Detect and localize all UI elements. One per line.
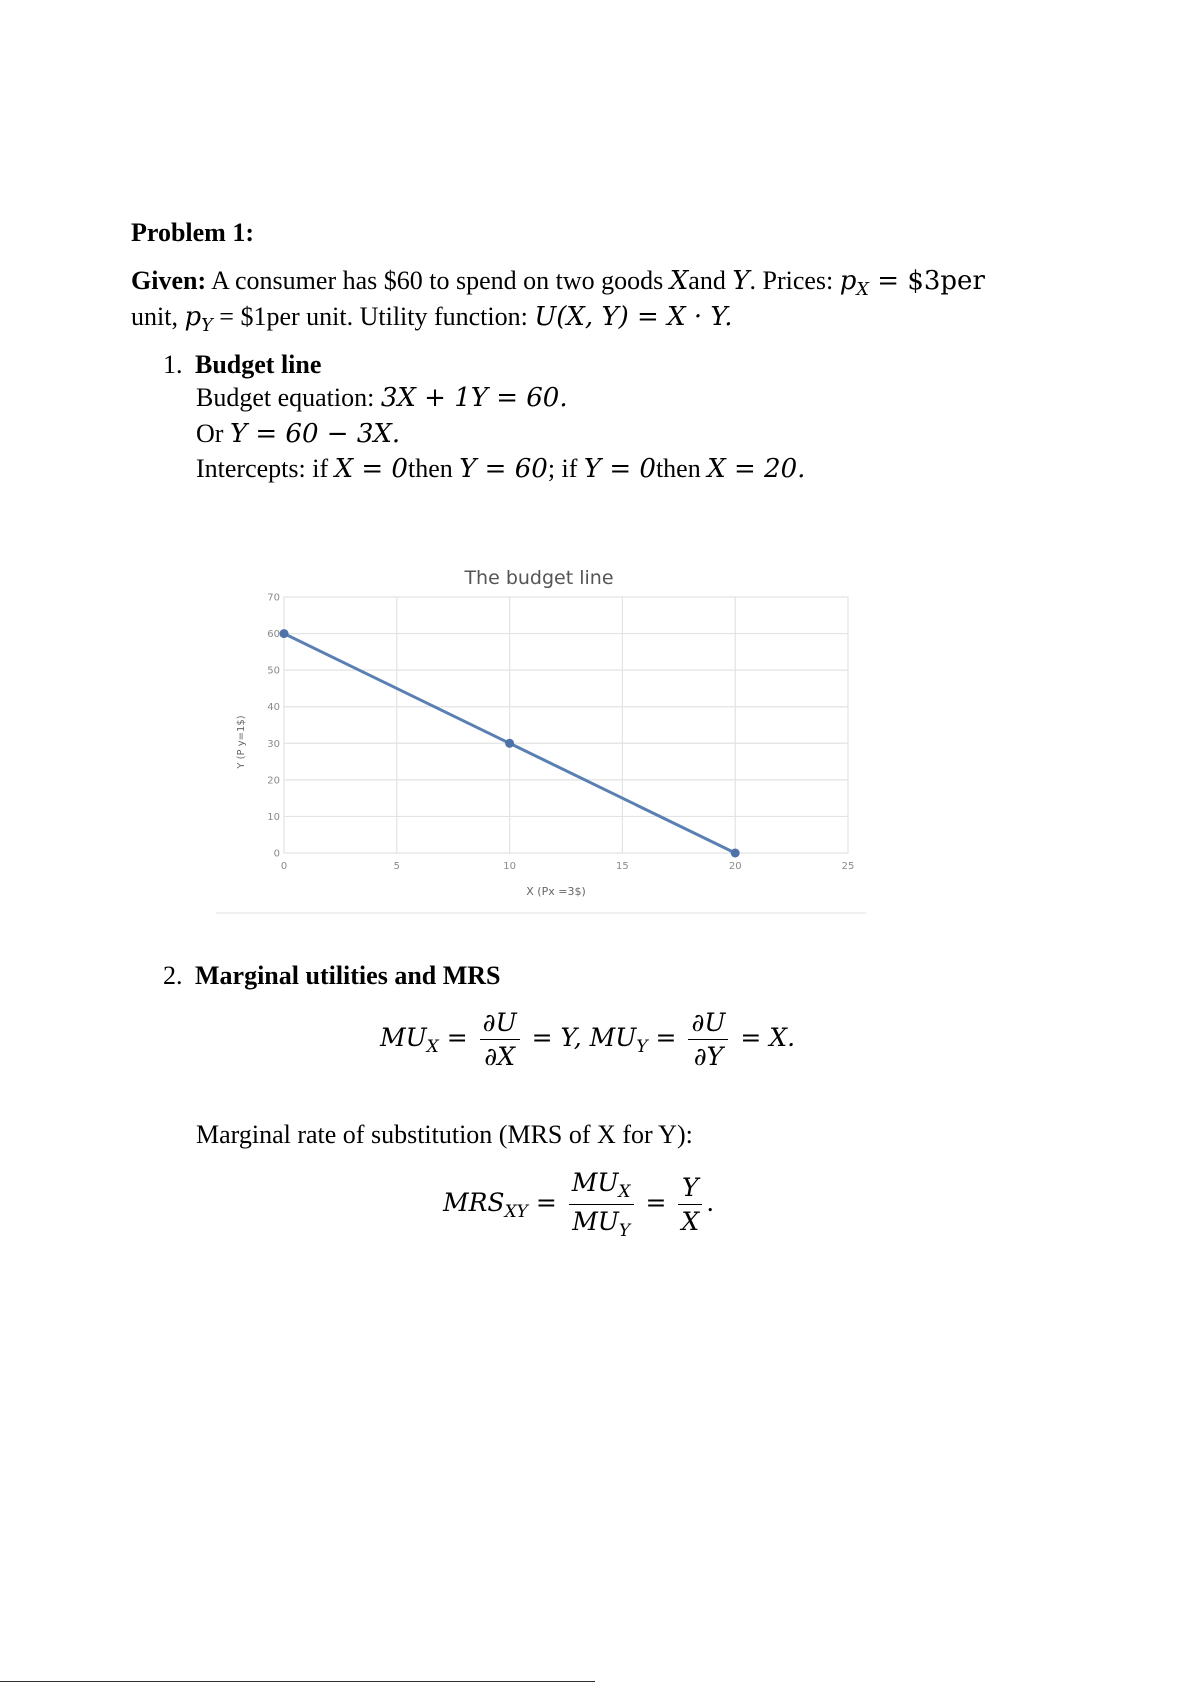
section-2-number: 2. [163, 961, 183, 990]
mu-mid: = Y, MU [531, 1023, 637, 1052]
or-equation: Y = 60 − 3X. [229, 419, 401, 449]
dx-den: ∂X [484, 1042, 515, 1071]
du-dy-fraction [688, 1008, 728, 1071]
mux-label: MU [380, 1023, 427, 1052]
then-2: then [655, 454, 708, 483]
equals-sign-3: = [535, 1187, 557, 1217]
x-tick-label: 10 [503, 861, 516, 872]
y-tick-label: 60 [267, 629, 280, 641]
y-tick-label: 0 [273, 848, 280, 860]
mrs-tail: . [706, 1187, 715, 1217]
price-y: p [184, 302, 202, 332]
var-y: Y [732, 266, 750, 296]
mrs-sub: XY [504, 1201, 528, 1222]
x-tick-label: 15 [616, 861, 629, 872]
mu-ratio-fraction [569, 1168, 634, 1241]
data-point [505, 739, 514, 748]
y-num: Y [678, 1173, 702, 1205]
chart-bottom-shadow [216, 912, 866, 914]
muy-sub: Y [636, 1036, 648, 1057]
intercept-mid: ; if [547, 454, 584, 483]
intercepts-label: Intercepts: if [196, 454, 335, 483]
marginal-utilities-equation [380, 1008, 795, 1071]
mu-den-sub: Y [618, 1220, 631, 1241]
budget-equation-math: 3X + 1Y = 60. [380, 383, 568, 413]
given-line-1 [131, 266, 985, 305]
given-and: and [688, 266, 733, 295]
section-2-heading [163, 961, 501, 991]
x-tick-label: 5 [393, 861, 400, 872]
mu-end: = X. [740, 1023, 796, 1052]
intercept-c: Y = 0 [583, 454, 656, 484]
data-point [731, 849, 740, 858]
price-x-sub: X [856, 280, 870, 301]
budget-equation [196, 383, 568, 413]
y-tick-label: 30 [267, 738, 280, 750]
mux-sub: X [426, 1036, 439, 1057]
given-text: A consumer has $60 to spend on two goods [206, 266, 670, 295]
x-tick-label: 0 [280, 861, 288, 872]
intercept-b: Y = 60 [459, 454, 548, 484]
y-tick-label: 20 [267, 775, 280, 787]
du-num-1: ∂U [480, 1008, 520, 1040]
given-unit: unit, [131, 302, 185, 331]
utility-function: U(X, Y) = X · Y. [534, 302, 733, 332]
problem-title: Problem 1: [131, 218, 254, 247]
given-label: Given: [131, 266, 207, 295]
mu-num-sub: X [618, 1181, 631, 1202]
du-dx-fraction [480, 1008, 520, 1071]
section-1-title: Budget line [195, 350, 322, 379]
y-tick-label: 40 [267, 702, 280, 714]
intercepts [196, 454, 805, 484]
intercept-d: X = 20. [707, 454, 806, 484]
then-1: then [407, 454, 460, 483]
x-axis-label: X (Px =3$) [526, 885, 586, 898]
y-tick-label: 70 [267, 592, 280, 604]
y-axis-label: Y (P y=1$) [236, 715, 247, 769]
equals-sign-2: = [655, 1023, 677, 1052]
section-1-number: 1. [163, 350, 183, 379]
plot-area [284, 597, 848, 853]
section-2-title: Marginal utilities and MRS [195, 961, 501, 990]
equals-sign-1: = [446, 1023, 468, 1052]
budget-line-chart [228, 567, 878, 920]
x-den: X [681, 1206, 700, 1236]
budget-equation-alt [196, 419, 400, 449]
price-x-value: = $3per [869, 266, 985, 296]
price-y-value: = $1per unit. Utility function: [212, 302, 535, 331]
footer-rule [0, 1681, 595, 1682]
var-x: X [669, 266, 689, 296]
price-x: p [839, 266, 857, 296]
chart-grid [284, 597, 848, 853]
y-tick-label: 10 [267, 811, 280, 823]
x-tick-label: 20 [728, 861, 742, 872]
mrs-intro: Marginal rate of substitution (MRS of X for Y): [196, 1120, 693, 1149]
mu-ratio-den [569, 1205, 634, 1241]
price-y-sub: Y [201, 316, 213, 337]
data-point [280, 629, 289, 638]
du-num-2: ∂U [688, 1008, 728, 1040]
or-label: Or [196, 419, 230, 448]
intercept-a: X = 0 [334, 454, 408, 484]
equals-sign-4: = [645, 1187, 667, 1217]
mu-ratio-num [569, 1168, 634, 1205]
budget-equation-label: Budget equation: [196, 383, 381, 412]
given-line-2 [131, 302, 732, 341]
mrs-equation [443, 1168, 714, 1241]
chart-title: The budget line [464, 567, 614, 589]
mu-num-label: MU [571, 1168, 619, 1197]
x-tick-label: 25 [841, 861, 855, 872]
y-tick-label: 50 [267, 665, 280, 677]
given-prices: . Prices: [749, 266, 840, 295]
section-1-heading [163, 350, 321, 380]
dy-den: ∂Y [693, 1042, 724, 1071]
y-over-x-fraction [678, 1173, 702, 1236]
mu-den-label: MU [572, 1206, 619, 1236]
mrs-label: MRS [443, 1187, 505, 1217]
